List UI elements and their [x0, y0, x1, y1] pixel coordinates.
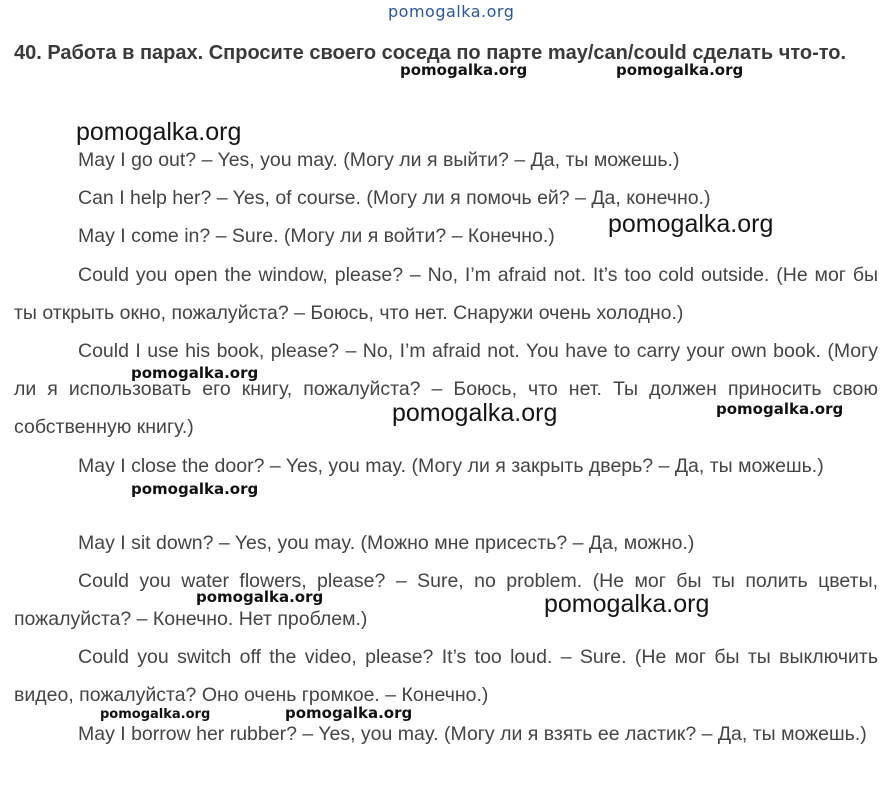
answer-paragraph: Could you open the window, please? – No, I’m afraid not. It’s too cold outside. (Не мог бы ты открыть окно, пожалуйста? – Боюсь, что нет. Снаружи очень холодно.) — [14, 264, 878, 324]
answer-paragraph: Could you water flowers, please? – Sure, no problem. (Не мог бы ты полить цветы, пожалуйста? – Конечно. Нет проблем.) — [14, 570, 878, 630]
watermark: pomogalka.org — [285, 704, 413, 722]
answer-paragraph: May I go out? – Yes, you may. (Могу ли я выйти? – Да, ты можешь.) — [78, 149, 680, 171]
answer-paragraph: Could you switch off the video, please? It’s too loud. – Sure. (Не мог бы ты выключить видео, пожалуйста? Оно очень громкое. – Конечно.) — [14, 646, 878, 706]
watermark: pomogalka.org — [400, 61, 528, 79]
watermark: pomogalka.org — [616, 61, 744, 79]
task-title: 40. Работа в парах. Спросите своего соседа по парте may/can/could сделать что-то. — [14, 42, 847, 64]
watermark: pomogalka.org — [196, 588, 324, 606]
answer-paragraph: May I close the door? – Yes, you may. (Могу ли я закрыть дверь? – Да, ты можешь.) — [78, 455, 824, 477]
watermark: pomogalka.org — [76, 118, 242, 146]
watermark: pomogalka.org — [131, 364, 259, 382]
site-link[interactable]: pomogalka.org — [388, 2, 515, 21]
answer-paragraph: May I come in? – Sure. (Могу ли я войти? – Конечно.) — [78, 225, 555, 247]
watermark: pomogalka.org — [131, 480, 259, 498]
watermark: pomogalka.org — [392, 399, 558, 427]
answer-paragraph: May I borrow her rubber? – Yes, you may. (Могу ли я взять ее ластик? – Да, ты можешь.) — [78, 723, 867, 745]
answer-paragraph: Could I use his book, please? – No, I’m afraid not. You have to carry your own book. (Могу ли я использовать его книгу, пожалуйста? – Боюсь, что нет. Ты должен приносить свою собственную книгу.) — [14, 340, 878, 438]
answer-paragraph: May I sit down? – Yes, you may. (Можно мне присесть? – Да, можно.) — [78, 532, 695, 554]
watermark: pomogalka.org — [100, 707, 211, 722]
watermark: pomogalka.org — [716, 400, 844, 418]
answer-paragraph: Can I help her? – Yes, of course. (Могу ли я помочь ей? – Да, конечно.) — [78, 187, 711, 209]
watermark: pomogalka.org — [544, 590, 710, 618]
watermark: pomogalka.org — [608, 210, 774, 238]
